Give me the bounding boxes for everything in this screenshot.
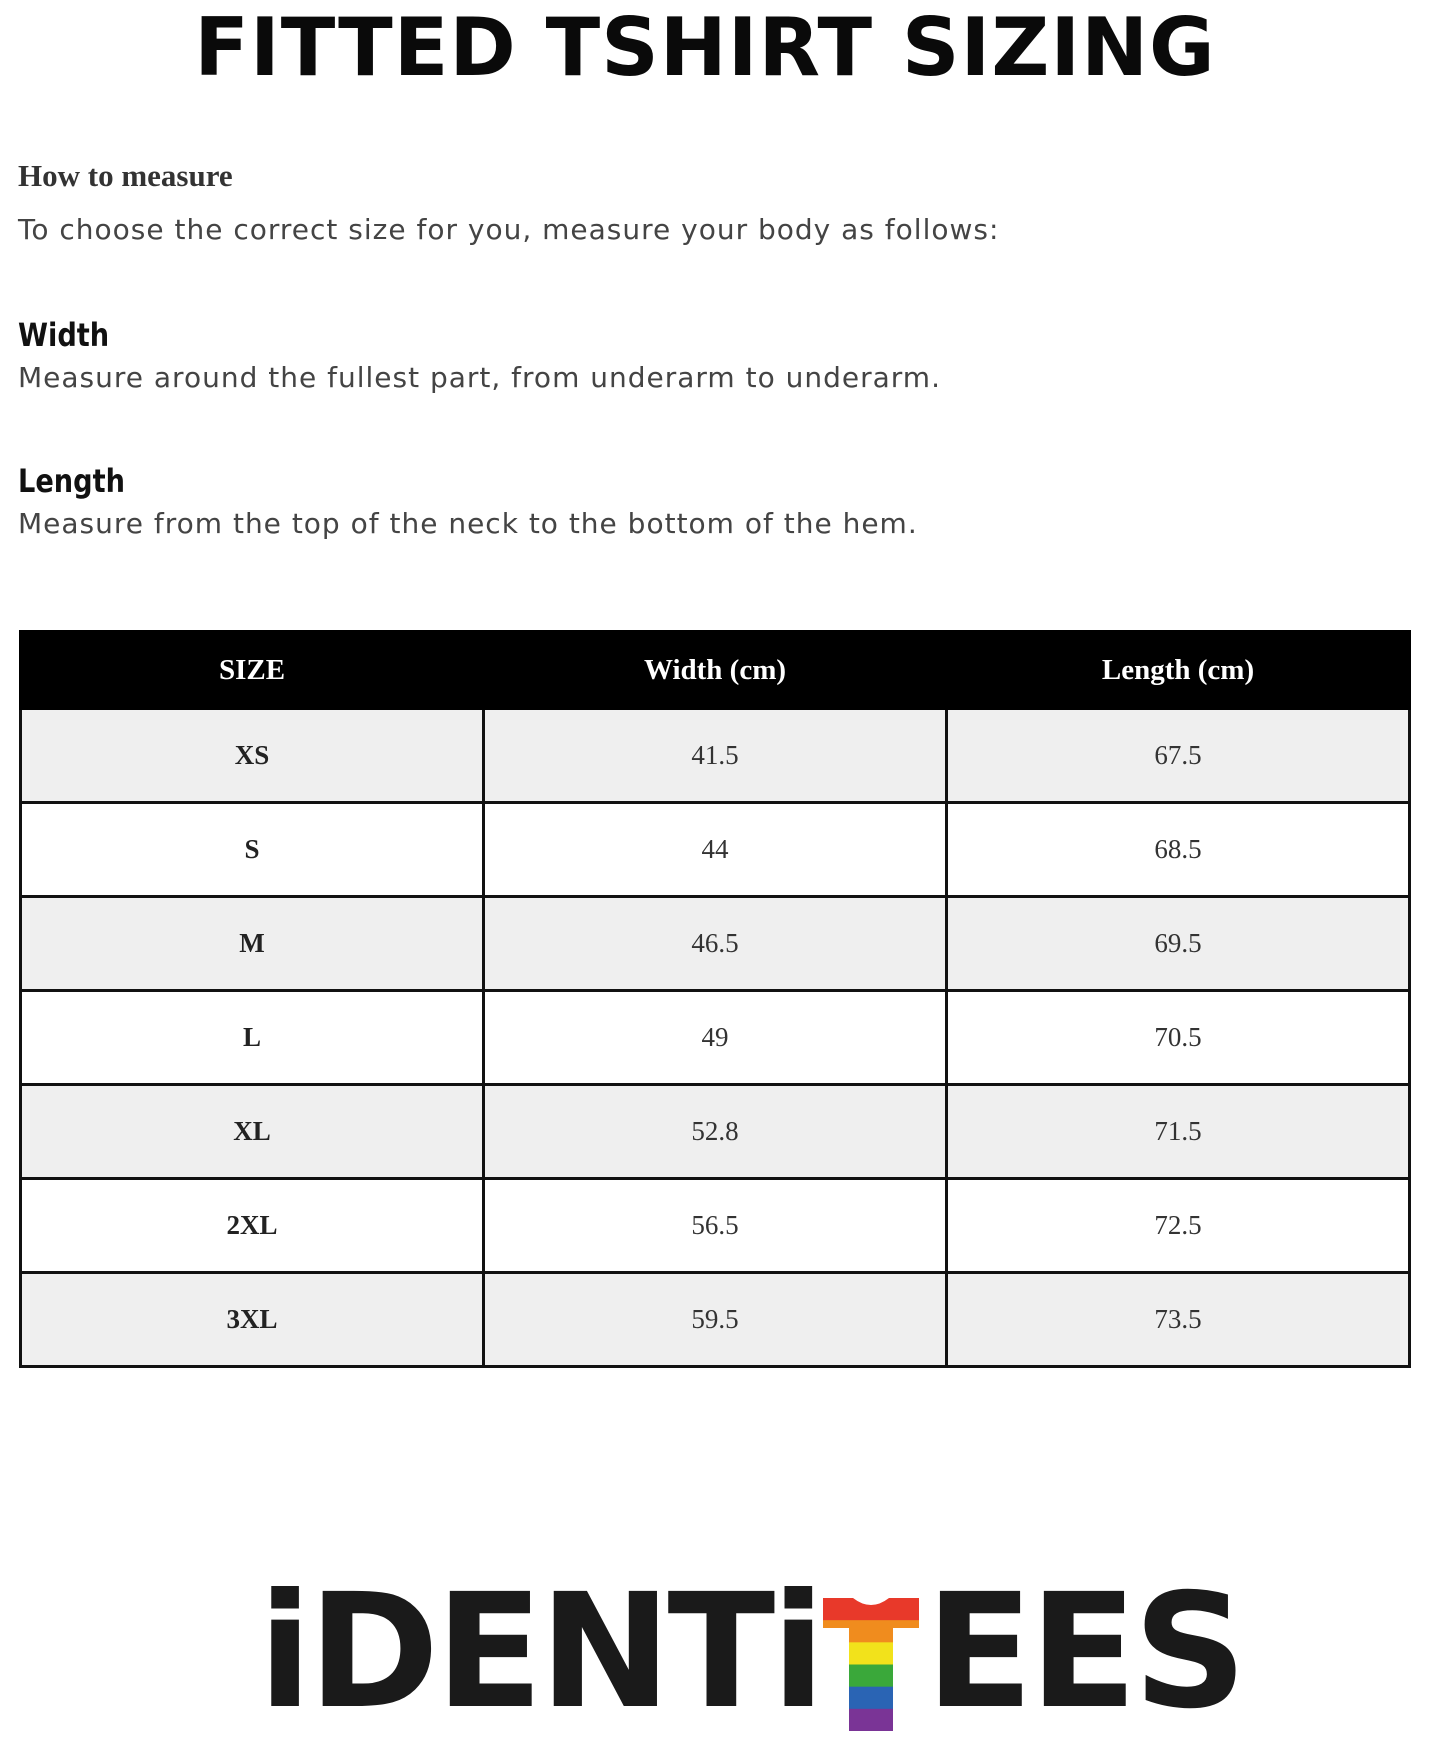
how-to-measure-intro: To choose the correct size for you, measure your body as follows:	[18, 213, 1000, 246]
table-row	[21, 1085, 1410, 1179]
table-row	[21, 803, 1410, 897]
size-cell: M	[21, 897, 484, 991]
logo-text-end: EES	[925, 1560, 1244, 1744]
length-heading: Length	[18, 462, 125, 500]
size-chart-table	[19, 630, 1411, 1368]
tee-stripe	[823, 1642, 919, 1665]
width-column-header: Width (cm)	[484, 632, 947, 709]
rainbow-tshirt-icon	[823, 1598, 919, 1731]
table-row	[21, 897, 1410, 991]
width-heading: Width	[18, 316, 110, 354]
length-description: Measure from the top of the neck to the bottom of the hem.	[18, 507, 918, 540]
table-row	[21, 991, 1410, 1085]
page-title: FITTED TSHIRT SIZING	[194, 1, 1216, 94]
width-cell: 52.8	[484, 1085, 947, 1179]
size-cell: L	[21, 991, 484, 1085]
table-header-row	[21, 632, 1410, 709]
width-cell: 46.5	[484, 897, 947, 991]
tee-stripe	[823, 1665, 919, 1688]
length-cell: 70.5	[947, 991, 1410, 1085]
length-column-header: Length (cm)	[947, 632, 1410, 709]
length-cell: 71.5	[947, 1085, 1410, 1179]
table-row	[21, 709, 1410, 803]
tee-stripe	[823, 1598, 919, 1621]
size-column-header: SIZE	[21, 632, 484, 709]
size-cell: 2XL	[21, 1179, 484, 1273]
width-cell: 44	[484, 803, 947, 897]
size-cell: XL	[21, 1085, 484, 1179]
length-cell: 67.5	[947, 709, 1410, 803]
length-cell: 72.5	[947, 1179, 1410, 1273]
logo-text-start: iDENTi	[258, 1560, 822, 1744]
width-description: Measure around the fullest part, from underarm to underarm.	[18, 361, 941, 394]
brand-logo	[258, 1560, 1244, 1744]
length-cell: 68.5	[947, 803, 1410, 897]
width-cell: 49	[484, 991, 947, 1085]
length-cell: 69.5	[947, 897, 1410, 991]
tee-stripe	[823, 1709, 919, 1731]
table-row	[21, 1179, 1410, 1273]
width-cell: 56.5	[484, 1179, 947, 1273]
width-cell: 59.5	[484, 1273, 947, 1367]
tee-stripe	[823, 1620, 919, 1643]
size-cell: 3XL	[21, 1273, 484, 1367]
how-to-measure-heading: How to measure	[18, 158, 233, 193]
tee-stripe	[823, 1687, 919, 1710]
size-cell: S	[21, 803, 484, 897]
length-cell: 73.5	[947, 1273, 1410, 1367]
table-row	[21, 1273, 1410, 1367]
width-cell: 41.5	[484, 709, 947, 803]
size-cell: XS	[21, 709, 484, 803]
